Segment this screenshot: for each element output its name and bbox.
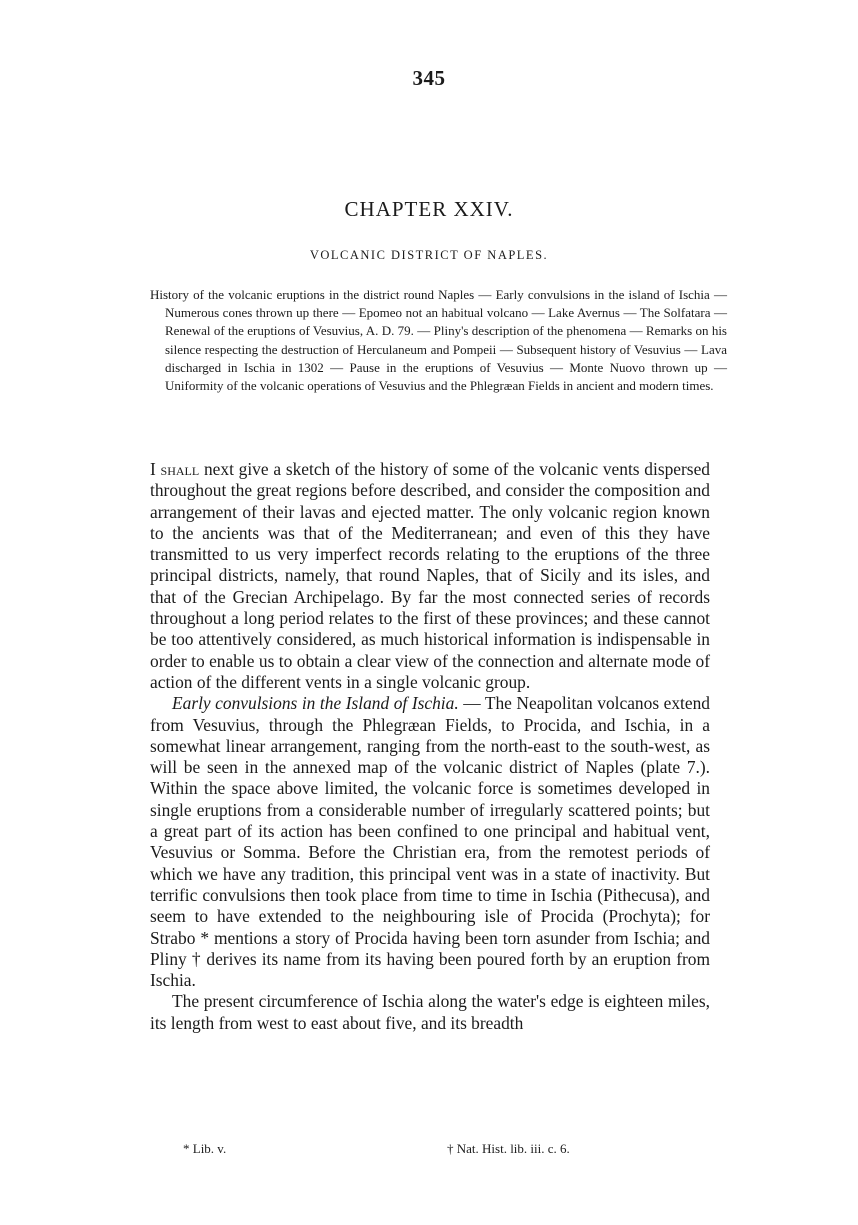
paragraph-2 bbox=[150, 693, 710, 991]
paragraph-1 bbox=[150, 459, 710, 693]
paragraph-1-text: next give a sketch of the history of some of the volcanic vents dispersed throughout the great regions before described, and consider the composition and arrangement of their lavas and ejected matter. The only volcanic region known to the ancients was that of the Mediterranean; and even of this they have transmitted to us very imperfect records relating to the eruptions of the three principal districts, namely, that round Naples, that of Sicily and its isles, and that of the Grecian Archipelago. By far the most connected series of records throughout a long period relates to the first of these provinces; and these cannot be too attentively considered, as much historical information is indispensable in order to enable us to obtain a clear view of the connection and alternate mode of action of the different vents in a single volcanic group. bbox=[150, 459, 710, 692]
paragraph-2-text: — The Neapolitan volcanos extend from Vesuvius, through the Phlegræan Fields, to Procida, and Ischia, in a somewhat linear arrangement, ranging from the north-east to the south-west, as will be seen in the annexed map of the volcanic district of Naples (plate 7.). Within the space above limited, the volcanic force is sometimes developed in single eruptions from a considerable number of irregularly scattered points; but a great part of its action has been confined to one principal and habitual vent, Vesuvius or Somma. Before the Christian era, from the remotest periods of which we have any tradition, this principal vent was in a state of inactivity. But terrific convulsions then took place from time to time in Ischia (Pithecusa), and seem to have extended to the neighbouring isle of Procida (Prochyta); for Strabo * mentions a story of Procida having been torn asunder from Ischia; and Pliny † derives its name from its having been poured forth by an eruption from Ischia. bbox=[150, 693, 710, 991]
footnote-strabo: * Lib. v. bbox=[183, 1141, 227, 1156]
chapter-subtitle: VOLCANIC DISTRICT OF NAPLES. bbox=[309, 248, 549, 262]
chapter-title: CHAPTER XXIV. bbox=[344, 197, 514, 221]
paragraph-3 bbox=[150, 991, 710, 1034]
paragraph-3-text: The present circumference of Ischia along the water's edge is eighteen miles, its length from west to east about five, and its breadth bbox=[150, 991, 710, 1033]
chapter-synopsis: History of the volcanic eruptions in the district round Naples — Early convulsions in the island of Ischia — Numerous cones thrown up there — Epomeo not an habitual volcano — Lake Avernus — The Solfatara — Renewal of the eruptions of Vesuvius, A. D. 79. — Pliny's description of the phenomena — Remarks on his silence respecting the destruction of Herculaneum and Pompeii — Subsequent history of Vesuvius — Lava discharged in Ischia in 1302 — Pause in the eruptions of Vesuvius — Monte Nuovo thrown up — Uniformity of the volcanic operations of Vesuvius and the Phlegræan Fields in ancient and modern times. bbox=[150, 287, 727, 394]
paragraph-1-lead: I shall bbox=[150, 459, 200, 479]
page-number: 345 bbox=[412, 66, 446, 90]
section-heading-ischia: Early convulsions in the Island of Ischia. bbox=[172, 693, 459, 714]
footnote-pliny: † Nat. Hist. lib. iii. c. 6. bbox=[447, 1141, 570, 1156]
body-text bbox=[150, 459, 710, 1034]
